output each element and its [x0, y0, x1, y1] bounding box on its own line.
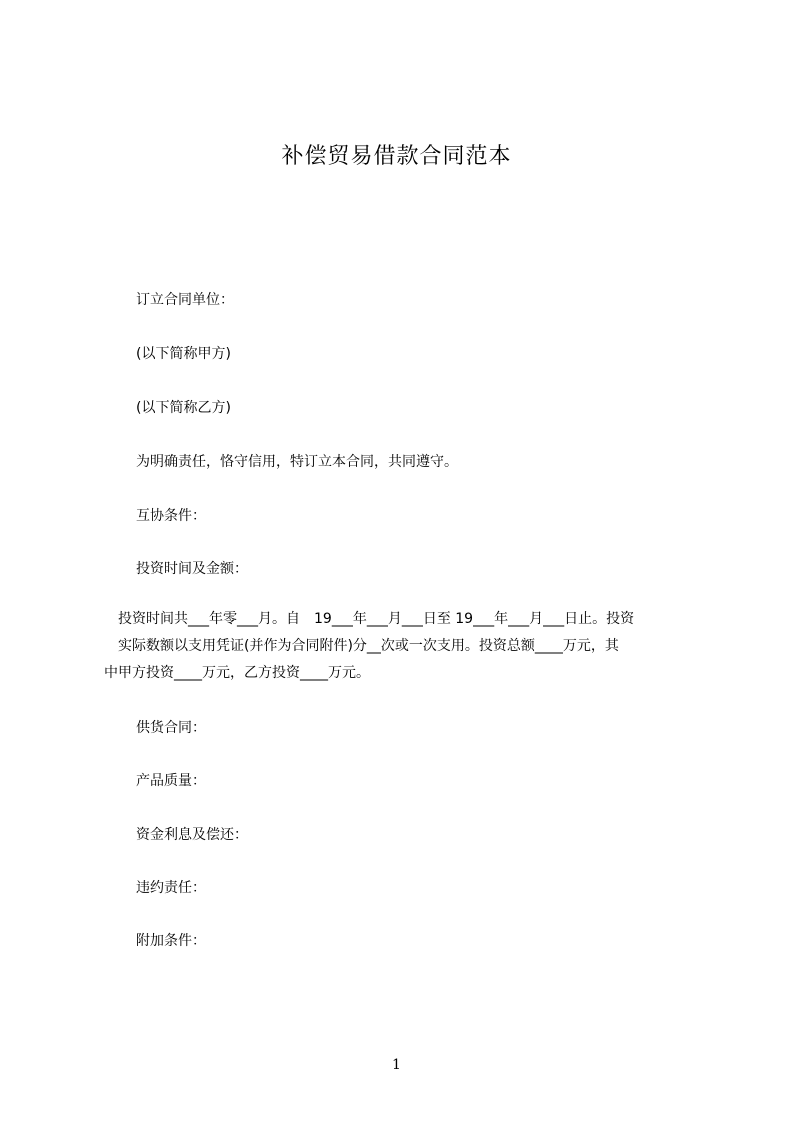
investment-clause	[104, 606, 704, 687]
section-interest-repayment: 资金利息及偿还：	[136, 827, 248, 843]
page-number: 1	[392, 1057, 401, 1073]
investment-clause-line: 实际数额以支用凭证(并作为合同附件)分__次或一次支用。投资总额____万元，其	[104, 638, 619, 654]
paragraph-contracting-parties: 订立合同单位：	[136, 292, 234, 308]
section-supply-contract: 供货合同：	[136, 720, 206, 736]
paragraph-party-a: (以下简称甲方)	[136, 346, 231, 362]
investment-clause-line: 投资时间共___年零___月。自 19___年___月___日至 19___年___月___日止。投资	[104, 611, 635, 627]
section-product-quality: 产品质量：	[136, 773, 206, 789]
section-additional-terms: 附加条件：	[136, 933, 206, 949]
section-breach-liability: 违约责任：	[136, 880, 206, 896]
paragraph-investment-heading: 投资时间及金额：	[136, 561, 248, 577]
paragraph-purpose: 为明确责任，恪守信用，特订立本合同，共同遵守。	[136, 454, 458, 470]
paragraph-mutual-conditions: 互协条件：	[136, 508, 206, 524]
investment-clause-line: 中甲方投资____万元，乙方投资____万元。	[104, 665, 370, 681]
document-title: 补偿贸易借款合同范本	[281, 144, 512, 169]
paragraph-party-b: (以下简称乙方)	[136, 400, 231, 416]
